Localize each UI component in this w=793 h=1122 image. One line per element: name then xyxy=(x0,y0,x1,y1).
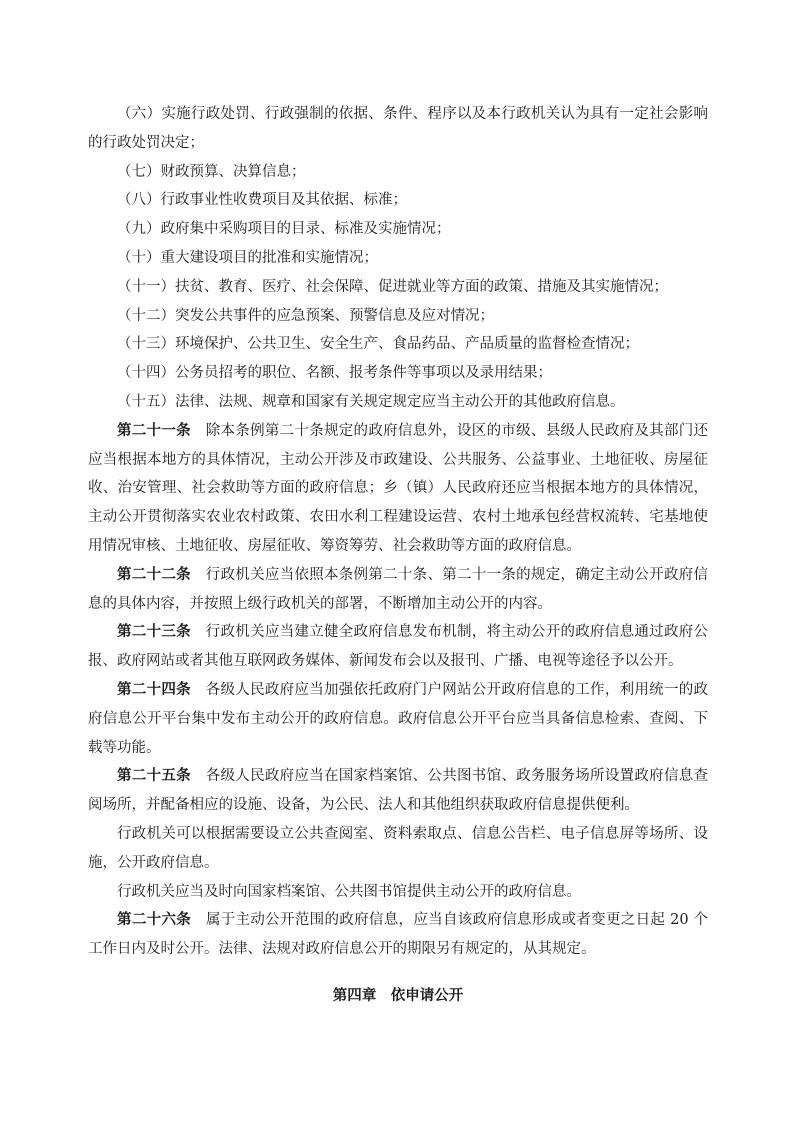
paragraph: 行政机关可以根据需要设立公共查阅室、资料索取点、信息公告栏、电子信息屏等场所、设施，公开政府信息。 xyxy=(88,825,708,871)
article-25 xyxy=(88,762,708,820)
list-item: （十二）突发公共事件的应急预案、预警信息及应对情况； xyxy=(117,307,494,324)
article-text: 各级人民政府应当加强依托政府门户网站公开政府信息的工作，利用统一的政府信息公开平台集中发布主动公开的政府信息。政府信息公开平台应当具备信息检索、查阅、下载等功能。 xyxy=(88,681,709,756)
article-number: 第二十四条 xyxy=(117,681,191,698)
article-text: 除本条例第二十条规定的政府信息外，设区的市级、县级人民政府及其部门还应当根据本地方的具体情况，主动公开涉及市政建设、公共服务、公益事业、土地征收、房屋征收、治安管理、社会救助等方面的政府信息；乡（镇）人民政府还应当根据本地方的具体情况，主动公开贯彻落实农业农村政策、农田水利工程建设运营、农村土地承包经营权流转、宅基地使用情况审核、土地征收、房屋征收、筹资筹劳、社会救助等方面的政府信息。 xyxy=(88,422,709,554)
list-item: （十三）环境保护、公共卫生、安全生产、食品药品、产品质量的监督检查情况； xyxy=(117,336,639,353)
article-number: 第二十一条 xyxy=(117,422,191,439)
article-26 xyxy=(88,906,708,964)
article-number: 第二十二条 xyxy=(117,566,191,583)
list-item: （十四）公务员招考的职位、名额、报考条件等事项以及录用结果； xyxy=(117,365,552,382)
article-24 xyxy=(88,676,708,762)
list-item: （七）财政预算、决算信息； xyxy=(117,163,306,180)
article-text: 行政机关应当建立健全政府信息发布机制，将主动公开的政府信息通过政府公报、政府网站或者其他互联网政务媒体、新闻发布会以及报刊、广播、电视等途径予以公开。 xyxy=(88,624,709,670)
list-item: （十一）扶贫、教育、医疗、社会保障、促进就业等方面的政策、措施及其实施情况； xyxy=(117,278,668,295)
chapter-heading: 第四章 依申请公开 xyxy=(332,987,464,1004)
article-text: 行政机关应当依照本条例第二十条、第二十一条的规定，确定主动公开政府信息的具体内容，并按照上级行政机关的部署，不断增加主动公开的内容。 xyxy=(88,566,709,612)
article-text: 各级人民政府应当在国家档案馆、公共图书馆、政务服务场所设置政府信息查阅场所，并配备相应的设施、设备，为公民、法人和其他组织获取政府信息提供便利。 xyxy=(88,768,709,814)
list-item: （八）行政事业性收费项目及其依据、标准； xyxy=(117,192,407,209)
list-item: （十五）法律、法规、规章和国家有关规定规定应当主动公开的其他政府信息。 xyxy=(117,393,625,410)
article-number: 第二十三条 xyxy=(117,624,191,641)
list-item: （十）重大建设项目的批准和实施情况； xyxy=(117,249,378,266)
article-text: 属于主动公开范围的政府信息，应当自该政府信息形成或者变更之日起 20 个工作日内及时公开。法律、法规对政府信息公开的期限另有规定的，从其规定。 xyxy=(88,912,709,958)
article-22 xyxy=(88,561,708,619)
document-page xyxy=(88,100,708,1011)
article-23 xyxy=(88,618,708,676)
article-number: 第二十五条 xyxy=(117,768,191,785)
list-item: （九）政府集中采购项目的目录、标准及实施情况； xyxy=(117,221,451,238)
paragraph: 行政机关应当及时向国家档案馆、公共图书馆提供主动公开的政府信息。 xyxy=(117,883,581,900)
article-number: 第二十六条 xyxy=(117,912,192,929)
article-21 xyxy=(88,417,708,561)
list-item: （六）实施行政处罚、行政强制的依据、条件、程序以及本行政机关认为具有一定社会影响的行政处罚决定； xyxy=(88,106,708,151)
